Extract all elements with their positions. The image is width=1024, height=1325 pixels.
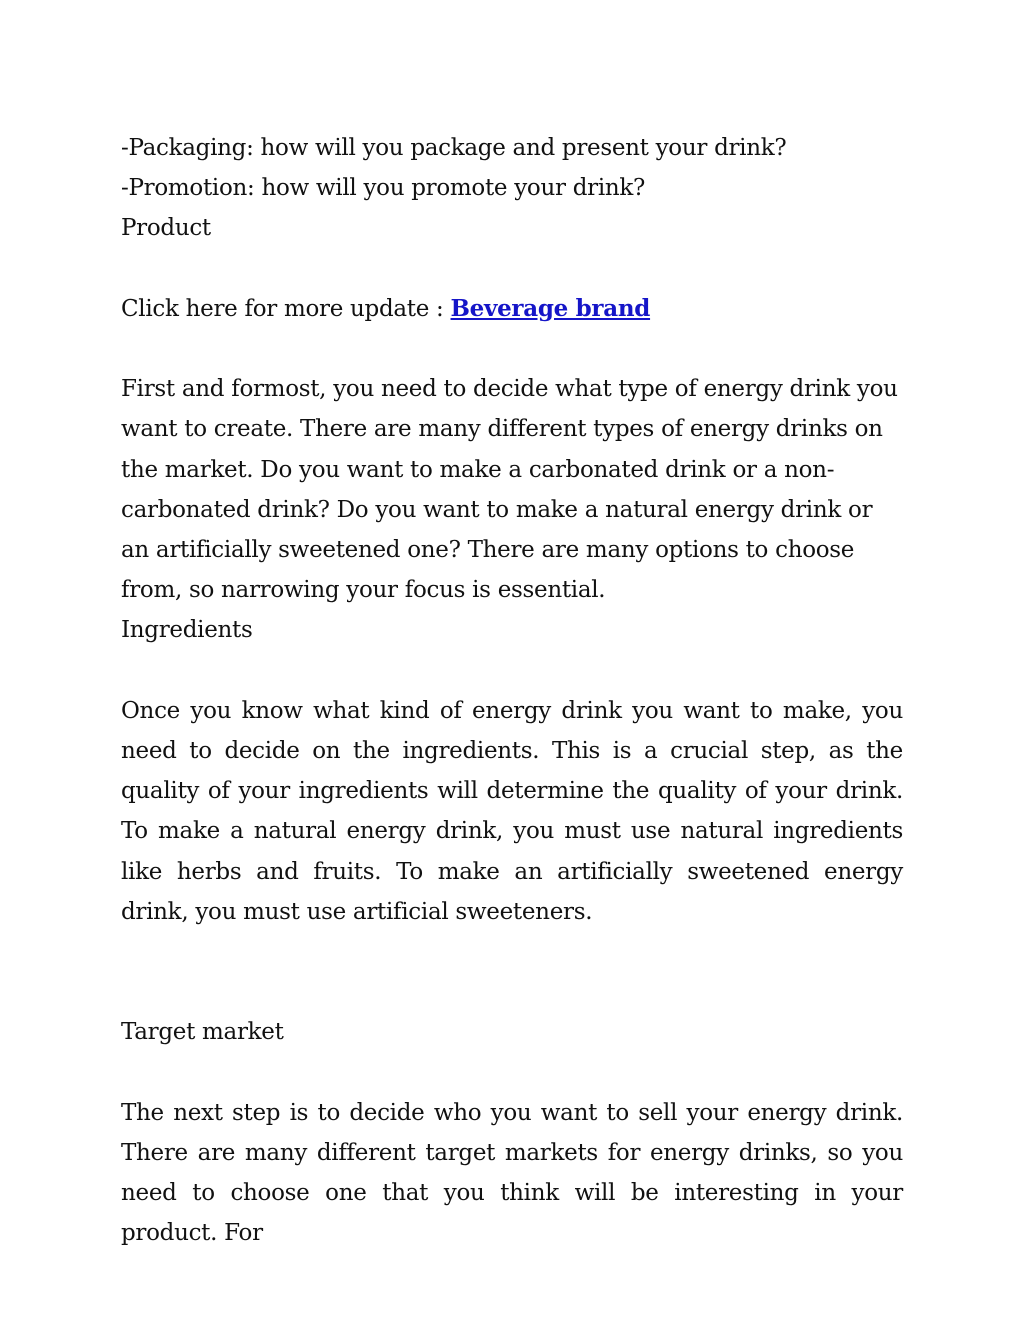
spacer [121, 651, 903, 691]
document-page [121, 128, 903, 1254]
packaging-line: -Packaging: how will you package and present your drink? [121, 135, 787, 161]
target-market-paragraph: The next step is to decide who you want to sell your energy drink. There are many different target markets for energy drinks, so you need to choose one that you think will be interesting in your product. For [121, 1099, 903, 1247]
spacer [121, 1053, 903, 1093]
promotion-line: -Promotion: how will you promote your drink? [121, 175, 646, 202]
spacer [121, 249, 903, 289]
product-paragraph: First and formost, you need to decide what type of energy drink you want to create. There are many different types of energy drinks on the market. Do you want to make a carbonated drink or a non-carbonated drink? Do you want to make a natural energy drink or an artificially sweetened one? There are many options to choose from, so narrowing your focus is essential. [121, 376, 898, 604]
update-line [121, 289, 903, 329]
product-heading: Product [121, 215, 211, 242]
ingredients-heading: Ingredients [121, 617, 253, 644]
spacer [121, 932, 903, 1012]
update-prefix: Click here for more update : [121, 295, 451, 322]
spacer [121, 329, 903, 369]
target-market-heading: Target market [121, 1019, 284, 1046]
ingredients-paragraph: Once you know what kind of energy drink you want to make, you need to decide on the ingredients. This is a crucial step, as the quality of your ingredients will determine the quality of your drink. To make a natural energy drink, you must use natural ingredients like herbs and fruits. To make an artificially sweetened energy drink, you must use artificial sweeteners. [121, 697, 903, 925]
beverage-brand-link[interactable]: Beverage brand [450, 294, 651, 322]
